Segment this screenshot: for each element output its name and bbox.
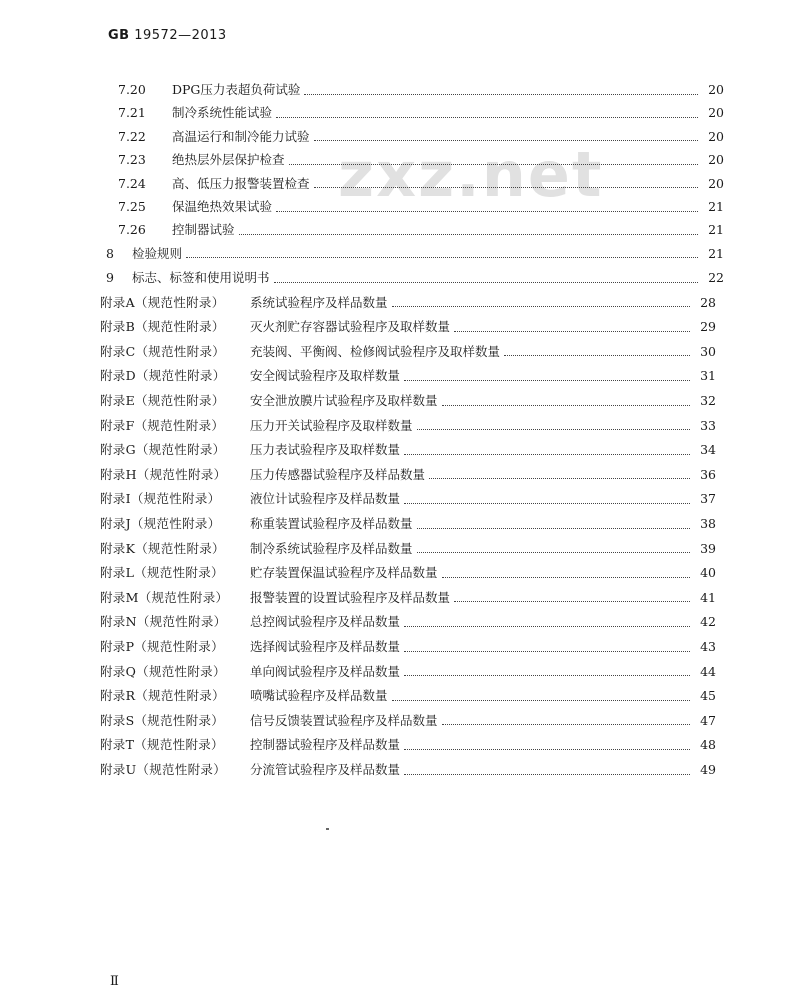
toc-entry-page: 20 [708,175,724,191]
toc-entry-number: 8 [106,245,114,261]
toc-entry-number: 附录F（规范性附录） [100,417,225,433]
dot-leader [392,306,690,307]
toc-entry-title: 保温绝热效果试验 [172,199,273,214]
dot-leader [404,675,690,676]
toc-entry-page: 45 [700,688,716,704]
dot-leader [454,331,690,332]
dot-leader [504,355,690,356]
toc-entry[interactable] [100,563,716,583]
toc-entry-page: 34 [700,442,716,458]
toc-entry-number: 附录S（规范性附录） [100,712,225,728]
toc-entry-number: 附录T（规范性附录） [100,737,224,753]
toc-entry-title: 称重装置试验程序及样品数量 [250,516,413,531]
toc-entry-page: 41 [700,589,716,605]
dot-leader [404,380,690,381]
toc-entry-title: 绝热层外层保护检查 [172,152,285,168]
toc-entry-page: 40 [700,565,716,581]
dot-leader [417,528,690,529]
toc-entry[interactable] [118,174,724,194]
toc-entry-number: 附录Q（规范性附录） [100,663,226,679]
toc-entry-title: 单向阀试验程序及样品数量 [250,663,401,679]
toc-entry-number: 附录E（规范性附录） [100,393,225,408]
toc-entry-number: 附录K（规范性附录） [100,540,225,556]
toc-entry-number: 7.25 [118,199,146,214]
dot-leader [239,234,698,235]
toc-entry-number: 附录C（规范性附录） [100,343,226,359]
toc-entry-number: 附录I（规范性附录） [100,491,221,507]
toc-entry-title: 分流管试验程序及样品数量 [250,762,401,777]
toc-entry-title: 压力表试验程序及取样数量 [250,442,401,458]
toc-entry[interactable] [100,416,716,436]
toc-entry-page: 33 [700,417,716,433]
toc-entry-title: 压力开关试验程序及取样数量 [250,417,413,433]
scan-speck [326,828,329,830]
dot-leader [404,503,690,504]
toc-entry-title: 安全泄放膜片试验程序及取样数量 [250,393,438,408]
toc-entry-page: 36 [700,466,716,482]
toc-entry-title: 喷嘴试验程序及样品数量 [250,688,388,704]
toc-entry-number: 附录U（规范性附录） [100,762,227,777]
toc-entry[interactable] [100,514,716,534]
toc-entry-page: 39 [700,540,716,556]
toc-entry-number: 7.26 [118,222,146,238]
dot-leader [404,749,690,750]
toc-entry-title: 制冷系统性能试验 [172,105,273,121]
toc-entry[interactable] [118,220,724,240]
toc-entry-title: 选择阀试验程序及样品数量 [250,639,401,654]
toc-entry-title: 贮存装置保温试验程序及样品数量 [250,565,438,581]
toc-entry-number: 附录P（规范性附录） [100,639,224,654]
toc-entry-page: 44 [700,663,716,679]
toc-entry-title: 总控阀试验程序及样品数量 [250,614,401,630]
dot-leader [304,94,698,95]
toc-entry-title: 安全阀试验程序及取样数量 [250,368,401,384]
toc-entry[interactable] [100,440,716,460]
toc-entry[interactable] [118,197,724,217]
dot-leader [276,211,698,212]
dot-leader [417,552,690,553]
toc-entry-title: 控制器试验程序及样品数量 [250,737,401,753]
toc-entry-page: 20 [708,152,724,168]
toc-entry-title: 灭火剂贮存容器试验程序及取样数量 [250,319,451,335]
dot-leader [404,651,690,652]
dot-leader [404,454,690,455]
standard-number: 19572—2013 [134,28,227,43]
toc-entry-title: 高温运行和制冷能力试验 [172,128,310,144]
toc-entry[interactable] [100,612,716,632]
toc-entry[interactable] [100,637,716,657]
toc-entry-title: 报警装置的设置试验程序及样品数量 [250,589,451,605]
toc-entry-number: 附录D（规范性附录） [100,368,226,384]
dot-leader [404,626,690,627]
toc-entry-number: 附录N（规范性附录） [100,614,227,630]
toc-entry-page: 43 [700,639,716,654]
toc-entry[interactable] [100,760,716,780]
toc-entry[interactable] [100,539,716,559]
toc-entry-number: 7.24 [118,175,146,191]
toc-entry[interactable] [100,686,716,706]
toc-entry-title: 检验规则 [132,245,183,261]
page-number-roman: Ⅱ [110,974,119,989]
toc-entry-page: 20 [708,105,724,121]
dot-leader [186,257,698,258]
toc-entry[interactable] [118,80,724,100]
toc-entry[interactable] [100,317,716,337]
toc-entry-number: 9 [106,270,114,286]
dot-leader [442,577,690,578]
toc-entry-title: 充装阀、平衡阀、检修阀试验程序及取样数量 [250,343,501,359]
toc-entry-page: 21 [708,245,724,261]
toc-entry[interactable] [100,588,716,608]
toc-entry-number: 附录J（规范性附录） [100,516,221,531]
toc-entry-number: 7.21 [118,105,146,121]
toc-entry-title: 控制器试验 [172,222,235,238]
toc-entry-page: 42 [700,614,716,630]
toc-entry[interactable] [100,735,716,755]
dot-leader [392,700,690,701]
dot-leader [404,774,690,775]
toc-entry-page: 29 [700,319,716,335]
toc-entry-number: 附录H（规范性附录） [100,466,227,482]
toc-entry-title: 标志、标签和使用说明书 [132,270,270,286]
toc-entry-title: 系统试验程序及样品数量 [250,294,388,310]
toc-entry-page: 20 [708,128,724,144]
toc-entry-number: 附录M（规范性附录） [100,589,229,605]
toc-entry[interactable] [100,366,716,386]
dot-leader [289,164,698,165]
toc-entry-page: 49 [700,762,716,777]
dot-leader [276,117,698,118]
toc-entry-number: 附录A（规范性附录） [100,294,225,310]
toc-entry[interactable] [106,244,724,264]
toc-entry[interactable] [118,103,724,123]
toc-entry[interactable] [100,489,716,509]
dot-leader [274,282,698,283]
standard-prefix: GB [108,28,130,43]
toc-entry-number: 附录L（规范性附录） [100,565,224,581]
toc-entry-page: 48 [700,737,716,753]
toc-entry-number: 附录B（规范性附录） [100,319,225,335]
toc-entry-number: 附录G（规范性附录） [100,442,226,458]
toc-entry-number: 7.23 [118,152,146,168]
watermark: zxz.net [338,138,604,211]
toc-entry-page: 30 [700,343,716,359]
dot-leader [314,187,698,188]
toc-entry-number: 附录R（规范性附录） [100,688,225,704]
dot-leader [429,478,690,479]
toc-entry[interactable] [100,711,716,731]
dot-leader [454,601,690,602]
toc-entry-page: 47 [700,712,716,728]
toc-entry-number: 7.20 [118,82,146,97]
toc-entry-page: 20 [708,82,724,97]
toc-entry[interactable] [118,150,724,170]
dot-leader [442,724,690,725]
toc-entry-title: DPG压力表超负荷试验 [172,82,301,97]
toc-entry-title: 高、低压力报警装置检查 [172,175,310,191]
toc-entry[interactable] [100,391,716,411]
toc-entry-page: 22 [708,270,724,286]
toc-entry[interactable] [100,465,716,485]
toc-entry-page: 21 [708,222,724,238]
toc-entry[interactable] [100,662,716,682]
dot-leader [314,140,698,141]
toc-entry-page: 21 [708,199,724,214]
toc-entry[interactable] [118,127,724,147]
toc-entry-title: 压力传感器试验程序及样品数量 [250,466,426,482]
toc-entry-page: 31 [700,368,716,384]
toc-entry[interactable] [100,342,716,362]
toc-entry-title: 制冷系统试验程序及样品数量 [250,540,413,556]
toc-entry-page: 28 [700,294,716,310]
toc-entry[interactable] [106,268,724,288]
dot-leader [442,405,690,406]
toc-entry-page: 32 [700,393,716,408]
toc-entry[interactable] [100,293,716,313]
dot-leader [417,429,690,430]
toc-entry-number: 7.22 [118,128,146,144]
toc-entry-page: 38 [700,516,716,531]
toc-entry-title: 液位计试验程序及样品数量 [250,491,401,507]
toc-entry-title: 信号反馈装置试验程序及样品数量 [250,712,438,728]
toc-entry-page: 37 [700,491,716,507]
